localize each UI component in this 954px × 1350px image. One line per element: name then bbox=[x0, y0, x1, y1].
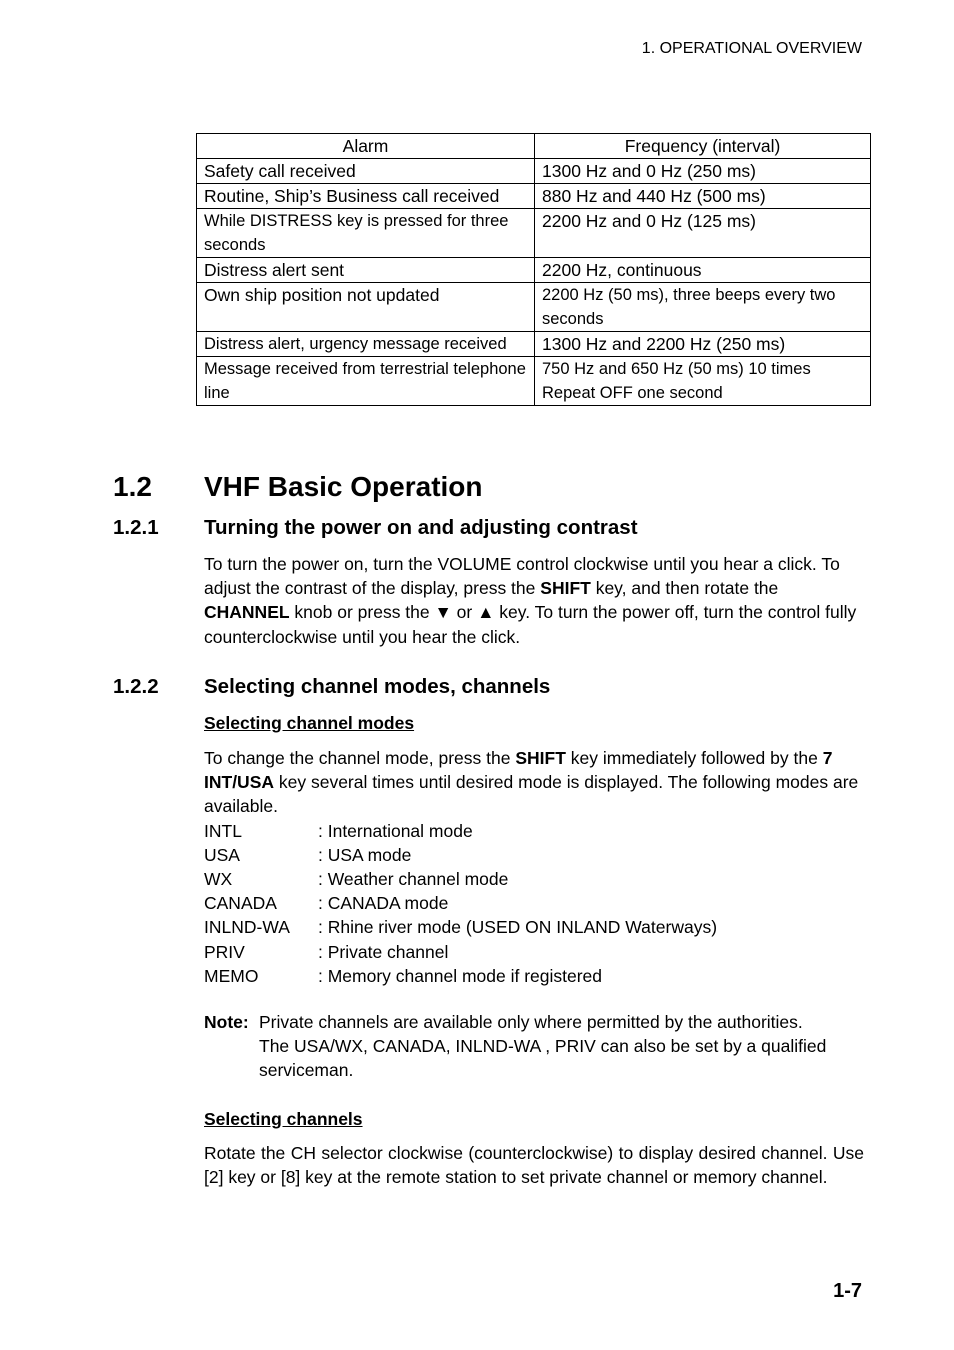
list-item bbox=[204, 891, 864, 915]
int-usa-key-name: 7 INT/USA bbox=[204, 748, 833, 793]
note-label: Note: bbox=[204, 1012, 249, 1032]
list-item bbox=[204, 843, 864, 867]
table-row bbox=[197, 283, 871, 332]
frequency-cell: 750 Hz and 650 Hz (50 ms) 10 times Repeat OFF one second bbox=[535, 357, 871, 406]
alarm-cell: While DISTRESS key is pressed for three seconds bbox=[197, 209, 535, 258]
mode-list bbox=[204, 819, 864, 988]
frequency-cell: 1300 Hz and 0 Hz (250 ms) bbox=[535, 159, 871, 184]
subheading-channel-modes: Selecting channel modes bbox=[204, 713, 415, 733]
mode-description: : Memory channel mode if registered bbox=[318, 965, 603, 986]
frequency-cell: 2200 Hz (50 ms), three beeps every two seconds bbox=[535, 283, 871, 332]
frequency-cell: 2200 Hz, continuous bbox=[535, 258, 871, 283]
channel-modes-paragraph: To change the channel mode, press the SHIFT key immediately followed by the 7 INT/USA key several times until desired mode is displayed. The following modes are available. bbox=[204, 748, 859, 817]
running-head: 1. OPERATIONAL OVERVIEW bbox=[641, 40, 862, 57]
alarm-cell: Safety call received bbox=[197, 159, 535, 184]
alarm-cell: Message received from terrestrial telephone line bbox=[197, 357, 535, 406]
mode-description: : Private channel bbox=[318, 941, 449, 962]
alarm-frequency-table bbox=[196, 133, 871, 406]
power-contrast-paragraph: To turn the power on, turn the VOLUME control clockwise until you hear a click. To adjust the contrast of the display, press the SHIFT key, and then rotate the CHANNEL knob or press the ▼ or ▲ key. To turn the power off, turn the control fully counterclockwise until you hear the click. bbox=[204, 554, 857, 647]
section-title: VHF Basic Operation bbox=[204, 471, 483, 502]
channel-modes-block bbox=[204, 746, 864, 988]
mode-description: : CANADA mode bbox=[318, 893, 449, 914]
mode-code: PRIV bbox=[204, 941, 245, 962]
note-text: Private channels are available only where permitted by the authorities. The USA/WX, CANADA, INLND-WA , PRIV can also be set by a qualified serviceman. bbox=[259, 1012, 827, 1081]
mode-description: : USA mode bbox=[318, 844, 412, 865]
table-row bbox=[197, 209, 871, 258]
section-number: 1.2.1 bbox=[113, 516, 159, 539]
alarm-cell: Own ship position not updated bbox=[197, 283, 535, 332]
mode-description: : Weather channel mode bbox=[318, 869, 509, 890]
alarm-cell: Routine, Ship’s Business call received bbox=[197, 184, 535, 209]
mode-description: : Rhine river mode (USED ON INLAND Waterways) bbox=[318, 917, 718, 938]
section-number: 1.2 bbox=[113, 471, 152, 502]
frequency-cell: 880 Hz and 440 Hz (500 ms) bbox=[535, 184, 871, 209]
mode-code: INTL bbox=[204, 820, 242, 841]
table-header-row bbox=[197, 134, 871, 159]
table-row bbox=[197, 159, 871, 184]
column-header-frequency: Frequency (interval) bbox=[535, 134, 871, 159]
table-row bbox=[197, 357, 871, 406]
section-title: Selecting channel modes, channels bbox=[204, 675, 551, 698]
shift-key-name: SHIFT bbox=[515, 748, 566, 768]
list-item bbox=[204, 819, 864, 843]
channel-knob-name: CHANNEL bbox=[204, 602, 290, 623]
list-item bbox=[204, 940, 864, 964]
section-number: 1.2.2 bbox=[113, 675, 159, 698]
note-block bbox=[204, 1010, 864, 1083]
mode-code: INLND-WA bbox=[204, 917, 290, 938]
alarm-cell: Distress alert, urgency message received bbox=[197, 332, 535, 357]
frequency-cell: 2200 Hz and 0 Hz (125 ms) bbox=[535, 209, 871, 258]
shift-key-name: SHIFT bbox=[540, 578, 591, 599]
mode-code: WX bbox=[204, 869, 233, 890]
mode-description: : International mode bbox=[318, 820, 473, 841]
list-item bbox=[204, 867, 864, 891]
list-item bbox=[204, 915, 864, 939]
column-header-alarm: Alarm bbox=[197, 134, 535, 159]
alarm-cell: Distress alert sent bbox=[197, 258, 535, 283]
subheading-selecting-channels: Selecting channels bbox=[204, 1109, 363, 1129]
selecting-channels-paragraph: Rotate the CH selector clockwise (counterclockwise) to display desired channel. Use [2] key or [8] key at the remote station to set private channel or memory channel. bbox=[204, 1143, 864, 1188]
table-row bbox=[197, 332, 871, 357]
table-row bbox=[197, 258, 871, 283]
list-item bbox=[204, 964, 864, 988]
page-number: 1-7 bbox=[833, 1280, 862, 1302]
mode-code: USA bbox=[204, 844, 240, 865]
section-title: Turning the power on and adjusting contrast bbox=[204, 516, 638, 539]
mode-code: MEMO bbox=[204, 965, 259, 986]
mode-code: CANADA bbox=[204, 893, 277, 914]
table-row bbox=[197, 184, 871, 209]
frequency-cell: 1300 Hz and 2200 Hz (250 ms) bbox=[535, 332, 871, 357]
